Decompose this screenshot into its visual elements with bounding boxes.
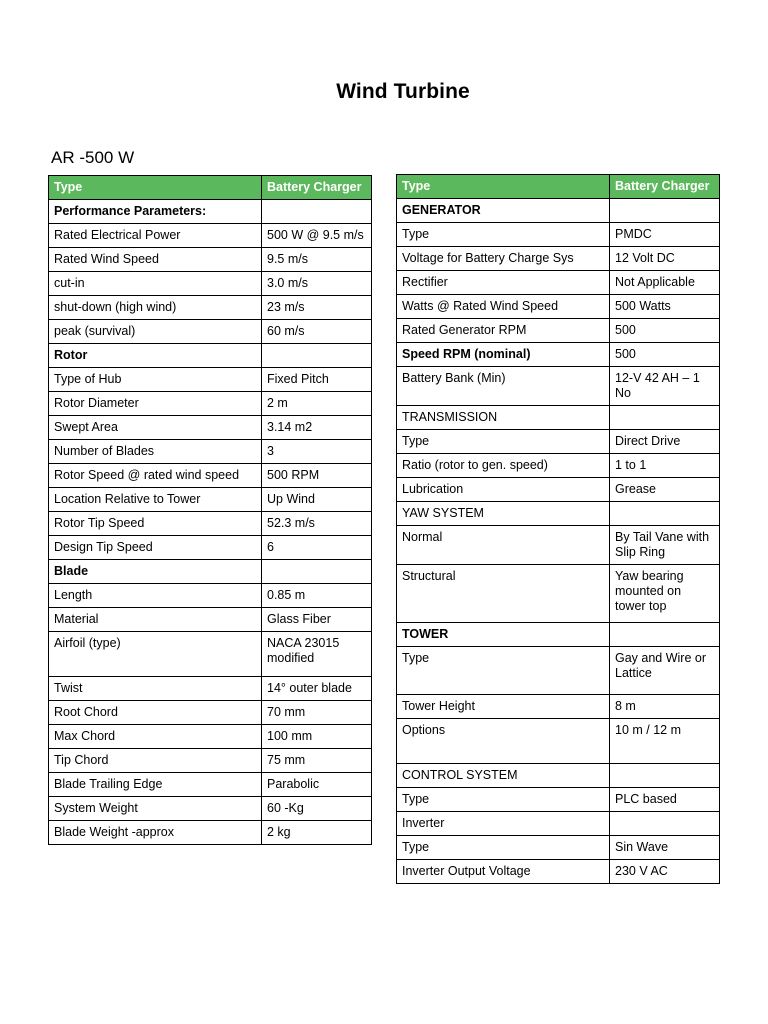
table-row — [49, 701, 372, 725]
row-label: YAW SYSTEM — [397, 502, 610, 526]
row-value: Gay and Wire or Lattice — [610, 647, 720, 695]
row-label: TOWER — [397, 623, 610, 647]
row-value: 52.3 m/s — [262, 512, 372, 536]
table-row — [49, 512, 372, 536]
row-value: Sin Wave — [610, 836, 720, 860]
row-label: Design Tip Speed — [49, 536, 262, 560]
row-label: Airfoil (type) — [49, 632, 262, 677]
table-header-row — [49, 176, 372, 200]
row-value: Fixed Pitch — [262, 368, 372, 392]
column-header: Battery Charger — [610, 175, 720, 199]
row-label: Inverter Output Voltage — [397, 860, 610, 884]
row-value: 75 mm — [262, 749, 372, 773]
table-row — [397, 223, 720, 247]
row-label: Watts @ Rated Wind Speed — [397, 295, 610, 319]
row-label: Max Chord — [49, 725, 262, 749]
row-value: 23 m/s — [262, 296, 372, 320]
row-label: Type — [397, 223, 610, 247]
spec-table-right — [396, 174, 720, 884]
table-row — [49, 632, 372, 677]
table-row — [49, 677, 372, 701]
row-label: Inverter — [397, 812, 610, 836]
page-title: Wind Turbine — [336, 80, 470, 103]
table-row — [49, 773, 372, 797]
row-value: PMDC — [610, 223, 720, 247]
table-row — [49, 821, 372, 845]
row-label: Type — [397, 647, 610, 695]
table-row — [49, 320, 372, 344]
table-row — [49, 344, 372, 368]
table-row — [49, 224, 372, 248]
row-label: peak (survival) — [49, 320, 262, 344]
row-label: System Weight — [49, 797, 262, 821]
row-label: Structural — [397, 565, 610, 623]
row-value: 500 RPM — [262, 464, 372, 488]
table-row — [397, 526, 720, 565]
row-value: 500 — [610, 319, 720, 343]
row-value: 500 Watts — [610, 295, 720, 319]
table-row — [397, 565, 720, 623]
table-row — [397, 430, 720, 454]
table-row — [397, 454, 720, 478]
row-label: Type — [397, 430, 610, 454]
table-row — [397, 247, 720, 271]
row-value: 0.85 m — [262, 584, 372, 608]
row-label: cut-in — [49, 272, 262, 296]
table-row — [49, 248, 372, 272]
table-row — [49, 797, 372, 821]
row-value: Direct Drive — [610, 430, 720, 454]
row-value — [262, 344, 372, 368]
table-row — [49, 200, 372, 224]
table-row — [397, 647, 720, 695]
table-row — [49, 296, 372, 320]
row-value — [610, 199, 720, 223]
row-value: 60 m/s — [262, 320, 372, 344]
table-row — [49, 272, 372, 296]
row-value: 2 kg — [262, 821, 372, 845]
table-row — [397, 271, 720, 295]
row-value: 12-V 42 AH – 1 No — [610, 367, 720, 406]
row-value: 9.5 m/s — [262, 248, 372, 272]
table-row — [397, 764, 720, 788]
row-value: 60 -Kg — [262, 797, 372, 821]
table-row — [397, 788, 720, 812]
row-label: Lubrication — [397, 478, 610, 502]
row-value — [262, 560, 372, 584]
table-row — [397, 319, 720, 343]
row-value: 12 Volt DC — [610, 247, 720, 271]
table-row — [49, 608, 372, 632]
row-label: GENERATOR — [397, 199, 610, 223]
column-header: Battery Charger — [262, 176, 372, 200]
table-row — [49, 725, 372, 749]
row-value: 10 m / 12 m — [610, 719, 720, 764]
row-value: 500 — [610, 343, 720, 367]
row-label: CONTROL SYSTEM — [397, 764, 610, 788]
row-value — [262, 200, 372, 224]
row-label: Rotor Tip Speed — [49, 512, 262, 536]
row-value: Yaw bearing mounted on tower top — [610, 565, 720, 623]
row-label: Rotor Diameter — [49, 392, 262, 416]
row-label: Root Chord — [49, 701, 262, 725]
table-row — [49, 560, 372, 584]
row-label: Rated Electrical Power — [49, 224, 262, 248]
row-value: 3.14 m2 — [262, 416, 372, 440]
row-label: Blade Trailing Edge — [49, 773, 262, 797]
table-row — [397, 836, 720, 860]
table-row — [49, 440, 372, 464]
row-value: 3.0 m/s — [262, 272, 372, 296]
row-value: 100 mm — [262, 725, 372, 749]
row-label: Type — [397, 788, 610, 812]
row-label: TRANSMISSION — [397, 406, 610, 430]
table-row — [397, 478, 720, 502]
row-label: Voltage for Battery Charge Sys — [397, 247, 610, 271]
row-label: shut-down (high wind) — [49, 296, 262, 320]
row-label: Location Relative to Tower — [49, 488, 262, 512]
row-value: NACA 23015 modified — [262, 632, 372, 677]
row-label: Blade — [49, 560, 262, 584]
row-label: Rated Wind Speed — [49, 248, 262, 272]
table-row — [49, 392, 372, 416]
table-row — [397, 812, 720, 836]
row-label: Twist — [49, 677, 262, 701]
table-row — [49, 368, 372, 392]
row-value — [610, 406, 720, 430]
row-label: Type of Hub — [49, 368, 262, 392]
row-label: Type — [397, 836, 610, 860]
row-value — [610, 623, 720, 647]
row-value: 2 m — [262, 392, 372, 416]
table-row — [49, 464, 372, 488]
table-row — [397, 502, 720, 526]
table-row — [49, 536, 372, 560]
row-value: By Tail Vane with Slip Ring — [610, 526, 720, 565]
row-label: Rated Generator RPM — [397, 319, 610, 343]
table-row — [397, 406, 720, 430]
row-value: 70 mm — [262, 701, 372, 725]
spec-table-left — [48, 175, 372, 845]
table-row — [397, 343, 720, 367]
column-header: Type — [397, 175, 610, 199]
row-label: Ratio (rotor to gen. speed) — [397, 454, 610, 478]
row-value: 500 W @ 9.5 m/s — [262, 224, 372, 248]
row-label: Number of Blades — [49, 440, 262, 464]
row-label: Material — [49, 608, 262, 632]
row-label: Tip Chord — [49, 749, 262, 773]
row-value — [610, 812, 720, 836]
row-label: Length — [49, 584, 262, 608]
row-label: Blade Weight -approx — [49, 821, 262, 845]
row-value: Parabolic — [262, 773, 372, 797]
row-label: Speed RPM (nominal) — [397, 343, 610, 367]
table-row — [397, 695, 720, 719]
row-value: 6 — [262, 536, 372, 560]
row-value: 230 V AC — [610, 860, 720, 884]
row-label: Battery Bank (Min) — [397, 367, 610, 406]
row-value: 3 — [262, 440, 372, 464]
row-value: 14° outer blade — [262, 677, 372, 701]
row-value: Grease — [610, 478, 720, 502]
row-value: Glass Fiber — [262, 608, 372, 632]
table-row — [397, 623, 720, 647]
model-name: AR -500 W — [51, 148, 135, 167]
row-label: Rectifier — [397, 271, 610, 295]
row-label: Normal — [397, 526, 610, 565]
row-value — [610, 764, 720, 788]
table-header-row — [397, 175, 720, 199]
table-row — [397, 719, 720, 764]
row-label: Performance Parameters: — [49, 200, 262, 224]
row-value: Not Applicable — [610, 271, 720, 295]
row-value — [610, 502, 720, 526]
row-value: 1 to 1 — [610, 454, 720, 478]
table-row — [49, 749, 372, 773]
row-label: Options — [397, 719, 610, 764]
row-value: PLC based — [610, 788, 720, 812]
table-row — [397, 860, 720, 884]
column-header: Type — [49, 176, 262, 200]
table-row — [49, 488, 372, 512]
table-row — [49, 584, 372, 608]
row-value: 8 m — [610, 695, 720, 719]
table-row — [397, 367, 720, 406]
row-label: Tower Height — [397, 695, 610, 719]
table-row — [49, 416, 372, 440]
table-row — [397, 295, 720, 319]
row-label: Rotor Speed @ rated wind speed — [49, 464, 262, 488]
table-row — [397, 199, 720, 223]
row-label: Swept Area — [49, 416, 262, 440]
row-label: Rotor — [49, 344, 262, 368]
row-value: Up Wind — [262, 488, 372, 512]
